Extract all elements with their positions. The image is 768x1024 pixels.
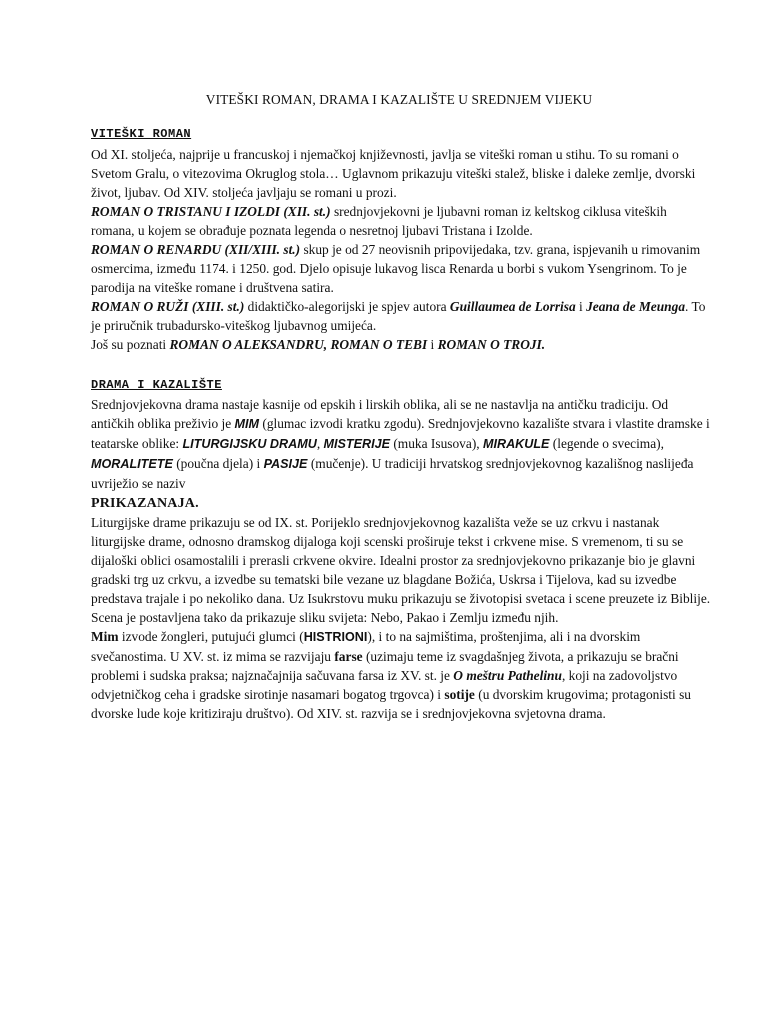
- text-drama-e: (poučna djela) i: [172, 456, 264, 471]
- section-heading-drama: DRAMA I KAZALIŠTE: [91, 378, 222, 392]
- title-ruzi: ROMAN O RUŽI (XIII. st.): [91, 299, 245, 314]
- text-ruzi-and: i: [575, 299, 587, 314]
- paragraph-liturgical: Liturgijske drame prikazuju se od IX. st. Porijeklo srednjovjekovnog kazališta veže se uz crkvu i nastanak liturgijske drame, odnosno dramskog dijaloga koji scenski proširuje tekst i crkvene mise. S vremenom, ti su se dijaloški oblici osamostalili i prerasli crkvene okvire. Idealni prostor za srednjovjekovno prikazanje bio je glavni gradski trg uz crkvu, a izvedbe su tematski bile vezane uz blagdane Božića, Uskrsa i Tijelova, kad su izvedbe predstava trajale i po nekoliko dana. Uz Isukrstovu muku prikazuju se životopisi svetaca i scene preuzete iz Biblije. Scena je postavljena tako da prikazuje sliku svijeta: Nebo, Pakao i Zemlju između njih.: [91, 515, 711, 625]
- text-mim-b: ), i to na sajmištima, proštenjima, ali i na dvorskim svečanostima. U XV. st. iz mima se razvijaju: [91, 629, 641, 664]
- text-drama-d: (legende o svecima),: [549, 436, 664, 451]
- paragraph-tristan: [91, 202, 711, 240]
- title-troji: ROMAN O TROJI.: [437, 337, 546, 352]
- text-mim-a: izvode žongleri, putujući glumci (: [118, 629, 304, 644]
- text-comma: ,: [316, 436, 324, 451]
- title-renard: ROMAN O RENARDU (XII/XIII. st.): [91, 242, 301, 257]
- text-known-prefix: Još su poznati: [91, 337, 170, 352]
- author-lorris: Guillaumea de Lorrisa: [449, 299, 576, 314]
- paragraph-mim: [91, 627, 711, 723]
- text-tristan: srednjovjekovni je ljubavni roman iz keltskog ciklusa viteških romana, u kojem se obrađuje poznata legenda o nesretnoj ljubavi Tristana i Izolde.: [91, 204, 667, 238]
- title-tristan: ROMAN O TRISTANU I IZOLDI (XII. st.): [91, 204, 331, 219]
- paragraph-drama-origins: [91, 395, 711, 513]
- term-farse: farse: [334, 649, 363, 664]
- term-histrioni: HISTRIONI: [303, 630, 368, 644]
- term-mim-bold: Mim: [91, 629, 119, 644]
- section-heading-viteski-roman: VITEŠKI ROMAN: [91, 127, 192, 141]
- term-pasije: PASIJE: [263, 457, 308, 471]
- titles-known: ROMAN O ALEKSANDRU, ROMAN O TEBI: [169, 337, 428, 352]
- term-mim: MIM: [234, 417, 260, 431]
- author-meung: Jeana de Meunga: [586, 299, 686, 314]
- text-drama-a: Srednjovjekovna drama nastaje kasnije od epskih i lirskih oblika, ali se ne nastavlja na antičku tradiciju. Od antičkih oblika preživio je: [91, 397, 669, 431]
- text-mim-e: (u dvorskim krugovima; protagonisti su dvorske lude koje kritiziraju društvo). Od XIV. st. razvija se i srednjovjekovna svjetovna drama.: [91, 687, 691, 721]
- text-drama-f: (mučenje). U tradiciji hrvatskog srednjovjekovnog kazališnog naslijeđa uvriježio se naziv: [91, 456, 694, 491]
- paragraph-intro: Od XI. stoljeća, najprije u francuskoj i njemačkoj književnosti, javlja se viteški roman u stihu. To su romani o Svetom Gralu, o vitezovima Okruglog stola… Uglavnom prikazuju viteški stalež, bliske i daleke zemlje, dvorski život, ljubav. Od XIV. stoljeća javljaju se romani u prozi.: [91, 147, 696, 200]
- term-liturgijska-drama: LITURGIJSKU DRAMU: [182, 437, 317, 451]
- text-ruzi-1: didaktičko-alegorijski je spjev autora: [244, 299, 450, 314]
- term-prikazanaja: PRIKAZANAJA.: [91, 496, 199, 511]
- text-ruzi-2: . To je priručnik trubadursko-viteškog ljubavnog umijeća.: [91, 299, 706, 333]
- text-drama-b: (glumac izvodi kratku zgodu). Srednjovjekovno kazalište stvara i vlastite dramske i teatarske oblike:: [91, 416, 710, 451]
- text-mim-d: , koji na zadovoljstvo odvjetničkog ceha i gradske sirotinje nasamari bogatog trgovca) i: [91, 668, 678, 702]
- term-moralitete: MORALITETE: [91, 457, 173, 471]
- term-mirakule: MIRAKULE: [482, 437, 550, 451]
- section-drama-body: [91, 395, 711, 723]
- text-known-and: i: [427, 337, 438, 352]
- title-pathelin: O meštru Pathelinu: [453, 668, 562, 683]
- term-sotije: sotije: [444, 687, 475, 702]
- paragraph-renard: [91, 240, 711, 297]
- text-mim-c: (uzimaju teme iz svagdašnjeg života, a prikazuju se bračni problemi i sudska praksa; najznačajnija sačuvana farsa iz XV. st. je: [91, 649, 679, 683]
- text-renard: skup je od 27 neovisnih pripovijedaka, tzv. grana, ispjevanih u rimovanim osmercima, između 1174. i 1250. god. Djelo opisuje lukavog lisca Renarda u borbi s vukom Ysengrinom. To je parodija na viteške romane i društvena satira.: [91, 242, 701, 295]
- paragraph-ruzi: [91, 297, 711, 335]
- section-viteski-roman-body: [91, 145, 711, 354]
- paragraph-known-romans: [91, 335, 711, 354]
- document-title: VITEŠKI ROMAN, DRAMA I KAZALIŠTE U SREDNJEM VIJEKU: [205, 92, 593, 107]
- term-misterije: MISTERIJE: [323, 437, 390, 451]
- text-drama-c: (muka Isusova),: [390, 436, 483, 451]
